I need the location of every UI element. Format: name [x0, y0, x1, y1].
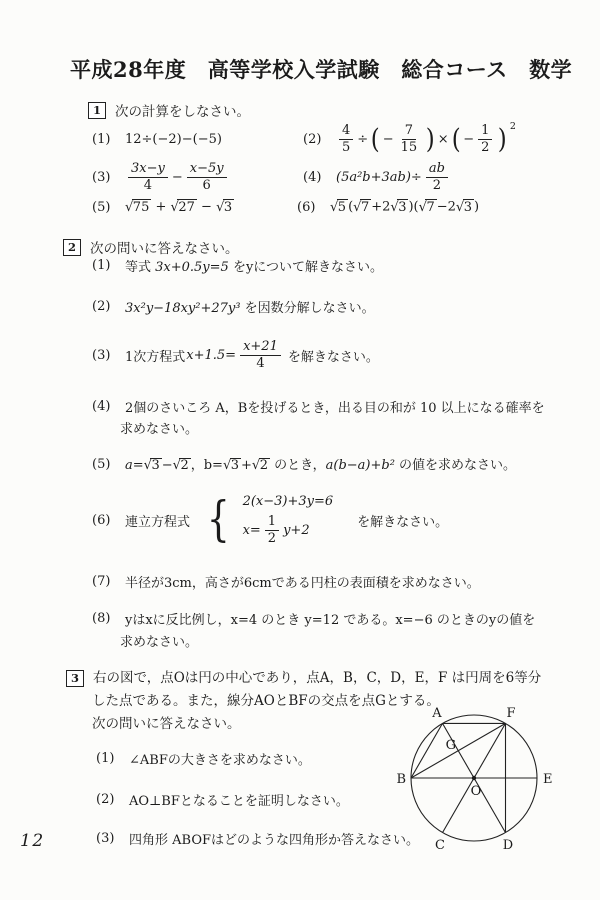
problem-label: (4)	[303, 169, 322, 185]
system-brace: {	[206, 491, 230, 548]
page-number: 12	[20, 831, 45, 851]
problem-label: (2)	[92, 298, 111, 314]
radical-sign: √	[418, 199, 427, 215]
problem-label: (5)	[92, 199, 111, 215]
fraction: $\frac{4}{5}$	[339, 123, 353, 155]
radical-sign: √	[455, 199, 465, 215]
equation-2: x= $\frac{1}{2}$ y+2	[242, 513, 310, 546]
problem-label: (4)	[92, 398, 111, 414]
problem-1-6	[297, 196, 479, 218]
problem-2-2	[92, 296, 375, 316]
fraction: $\frac{1}{2}$	[478, 123, 492, 155]
section-1-heading: 次の計算をしなさい。	[115, 104, 250, 120]
point-label-g: G	[445, 738, 456, 753]
fraction: $\frac{ab}{2}$	[426, 161, 448, 193]
problem-text: yはxに反比例し，x=4 のとき y=12 である。x=−6 のときのyの値を	[125, 612, 536, 628]
section-1-number-box: 1	[88, 102, 106, 119]
sqrt: √3	[216, 199, 233, 215]
problem-text: 求めなさい。	[120, 634, 199, 650]
paren: (	[370, 123, 380, 155]
operator: ×	[437, 131, 449, 147]
problem-3-3	[96, 828, 419, 848]
paren: )	[473, 199, 480, 215]
section-3-line2: した点である。また，線分AOとBFの交点を点Gとする。	[92, 693, 440, 709]
problem-label: (1)	[96, 750, 115, 766]
point-label-c: C	[435, 838, 445, 853]
point-label-o: O	[470, 784, 482, 799]
section-3-line1: 右の図で，点Oは円の中心であり，点A，B，C，D，E，F は円周を6等分	[93, 670, 542, 686]
problem-text: 四角形 ABOFはどのような四角形か答えなさい。	[129, 832, 419, 848]
radical-sign: √	[216, 199, 225, 215]
problem-2-8	[92, 608, 535, 628]
operator: ÷	[357, 131, 369, 147]
problem-1-3	[92, 158, 230, 196]
operator: +	[241, 458, 252, 474]
sqrt: √27	[170, 199, 195, 215]
expression	[125, 199, 234, 215]
paren: (	[348, 199, 354, 215]
exam-title: 平成28年度 高等学校入学試験 総合コース 数学	[70, 57, 573, 82]
fraction: $\frac{1}{2}$	[265, 514, 279, 546]
problem-text: 等式 3x+0.5y=5 をyについて解きなさい。	[125, 259, 384, 275]
section-2-number-box: 2	[63, 239, 81, 256]
radical-sign: √	[143, 458, 152, 474]
problem-label: (5)	[92, 456, 111, 472]
point-label-a: A	[432, 706, 442, 721]
problem-1-1	[92, 118, 222, 160]
problem-3-2	[96, 789, 349, 809]
problem-text: a=√3 −√2 ，b=√3 +√2 のとき，a(b−a)+b² の値を求めなさい。	[125, 458, 517, 474]
radical-sign: √	[330, 199, 339, 215]
fraction: $\frac{7}{15}$	[400, 122, 418, 155]
sqrt: √3	[455, 199, 472, 215]
point-label-e: E	[543, 772, 553, 787]
problem-label: (3)	[96, 830, 115, 846]
problem-text: 2個のさいころ A，Bを投げるとき，出る目の和が 10 以上になる確率を	[125, 400, 545, 416]
problem-text: 求めなさい。	[120, 421, 199, 437]
problem-label: (6)	[297, 199, 316, 215]
problem-label: (7)	[92, 573, 111, 589]
sqrt: √3	[143, 458, 160, 474]
problem-text: 半径が3cm，高さが6cmである円柱の表面積を求めなさい。	[125, 575, 480, 591]
sqrt: √2	[172, 458, 189, 474]
expression: 12÷(−2)−(−5)	[125, 131, 222, 147]
problem-2-8-line2	[120, 630, 198, 650]
chord-bf	[411, 723, 506, 778]
problem-text: を解きなさい。	[357, 514, 449, 530]
expression	[125, 161, 230, 193]
operator: −	[463, 131, 475, 147]
center-dot	[472, 776, 476, 780]
exponent: 2	[509, 120, 516, 132]
section-1-header	[88, 100, 250, 120]
radical-sign: √	[222, 458, 232, 474]
circle-figure	[390, 700, 562, 858]
expression: (5a²b+3ab)÷ $\frac{ab}{2}$	[336, 161, 451, 193]
problem-label: (3)	[92, 347, 111, 363]
sqrt: √75	[125, 199, 150, 215]
section-2-heading: 次の問いに答えなさい。	[90, 241, 239, 257]
radical-sign: √	[172, 458, 181, 474]
problem-2-4	[92, 396, 545, 416]
problem-text: 1次方程式 x+1.5= $\frac{x+21}{4}$ を解きなさい。	[125, 338, 379, 371]
point-label-d: D	[502, 838, 514, 853]
equation-system	[243, 494, 334, 546]
radical-sign: √	[251, 458, 261, 474]
problem-text: ∠ABFの大きさを求めなさい。	[129, 752, 311, 768]
problem-text: 連立方程式	[125, 514, 191, 530]
sqrt: √5	[330, 199, 347, 215]
radical-sign: √	[170, 199, 179, 215]
sqrt: √3	[390, 199, 407, 215]
expression	[336, 120, 516, 155]
operator: −	[201, 199, 212, 215]
problem-1-2	[303, 118, 516, 160]
operator: −	[171, 169, 183, 185]
problem-2-6	[92, 490, 448, 550]
point-label-f: F	[506, 706, 516, 721]
chord-ab	[411, 723, 443, 778]
problem-1-4	[303, 158, 451, 196]
sqrt: √7	[418, 199, 435, 215]
fraction: $\frac{x-5y}{6}$	[187, 161, 227, 193]
operator: +2	[371, 199, 391, 215]
operator: +	[155, 199, 167, 215]
problem-1-5	[92, 196, 234, 218]
problem-2-5	[92, 453, 516, 475]
section-2-header	[63, 237, 239, 257]
problem-label: (6)	[92, 512, 111, 528]
radical-sign: √	[125, 199, 134, 215]
paren: )(	[408, 199, 419, 215]
problem-text: AO⊥BFとなることを証明しなさい。	[129, 793, 349, 809]
problem-label: (2)	[303, 131, 322, 147]
point-label-b: B	[396, 772, 406, 787]
problem-2-3	[92, 337, 379, 373]
problem-label: (3)	[92, 169, 111, 185]
section-3-number-box: 3	[66, 670, 84, 687]
fraction: 3x−y 4	[128, 161, 168, 193]
problem-2-7	[92, 571, 480, 591]
paren: (	[451, 123, 461, 155]
problem-label: (1)	[92, 257, 111, 273]
fraction: $\frac{x+21}{4}$	[240, 339, 281, 371]
problem-label: (1)	[92, 131, 111, 147]
paren: )	[498, 123, 508, 155]
operator: −2	[436, 199, 456, 215]
sqrt: √7	[353, 199, 370, 215]
problem-3-1	[96, 748, 311, 768]
sqrt: √3	[222, 458, 240, 474]
expression	[330, 199, 479, 215]
problem-label: (2)	[96, 791, 115, 807]
radical-sign: √	[353, 199, 362, 215]
paren: )	[425, 123, 435, 155]
problem-label: (8)	[92, 610, 111, 626]
problem-text: 3x²y−18xy²+27y³ を因数分解しなさい。	[125, 300, 375, 316]
operator: −	[382, 131, 394, 147]
equation-1: 2(x−3)+3y=6	[242, 493, 334, 509]
radical-sign: √	[390, 199, 399, 215]
sqrt: √2	[251, 458, 268, 474]
section-3-line3: 次の問いに答えなさい。	[92, 716, 241, 732]
operator: −	[161, 458, 173, 474]
problem-2-4-line2	[120, 417, 198, 437]
problem-2-1	[92, 255, 383, 275]
